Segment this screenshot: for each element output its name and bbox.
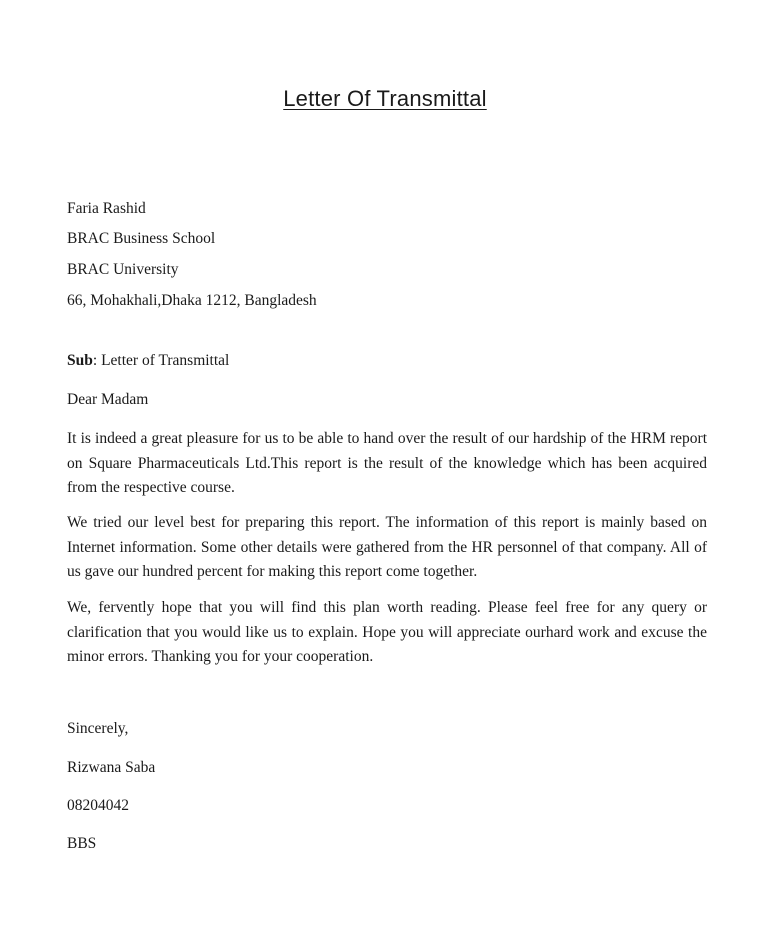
subject-label: Sub (67, 352, 93, 369)
salutation: Dear Madam (67, 391, 149, 408)
recipient-name: Faria Rashid (67, 200, 146, 217)
recipient-school: BRAC Business School (67, 230, 216, 247)
body-paragraph-3: We, fervently hope that you will find this plan worth reading. Please feel free for any query or clarification that you would like us to explain. Hope you will appreciate ourhard work and excuse the minor errors. Thanking you for your cooperation. (67, 599, 707, 665)
subject-text: Letter of Transmittal (97, 352, 230, 369)
recipient-address: 66, Mohakhali,Dhaka 1212, Bangladesh (67, 292, 317, 309)
body-paragraph-1: It is indeed a great pleasure for us to be able to hand over the result of our hardship of the HRM report on Square Pharmaceuticals Ltd.This report is the result of the knowledge which has been acquired from the respective course. (67, 430, 707, 496)
subject-line (67, 352, 229, 370)
subject-separator: : (92, 352, 98, 369)
signature-name: Rizwana Saba (67, 759, 156, 776)
signature-program: BBS (67, 835, 97, 852)
signature-id: 08204042 (67, 797, 129, 814)
body-paragraph-2: We tried our level best for preparing this report. The information of this report is mainly based on Internet information. Some other details were gathered from the HR personnel of that company. All of us gave our hundred percent for making this report come together. (67, 514, 707, 580)
closing: Sincerely, (67, 720, 129, 737)
recipient-university: BRAC University (67, 261, 179, 278)
letter-title: Letter Of Transmittal (283, 86, 487, 111)
